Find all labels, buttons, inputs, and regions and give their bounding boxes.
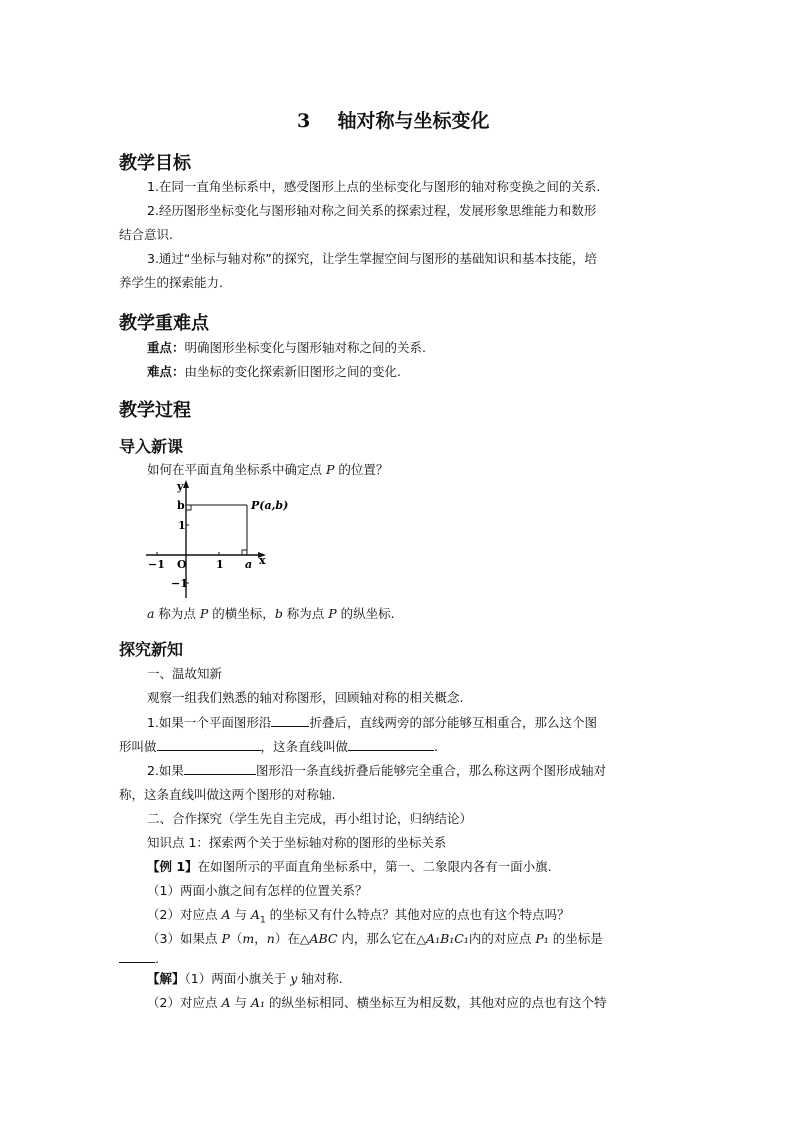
solution-2	[147, 995, 606, 1011]
sol2-A: A	[221, 995, 231, 1010]
y-one-label: 1	[178, 519, 186, 532]
ex-q3-d: ）在	[274, 931, 300, 946]
ex-q2-a: （2）对应点	[147, 907, 222, 922]
ex-q2-A: A	[221, 907, 231, 922]
example-q2	[147, 907, 570, 929]
ex-q3-f: 内的对应点	[468, 931, 536, 946]
caption-p1: P	[199, 606, 209, 621]
ex-q3-tri2: △A₁B₁C₁	[416, 931, 469, 946]
section-1-desc: 观察一组我们熟悉的轴对称图形，回顾轴对称的相关概念.	[147, 690, 464, 705]
q1-blank-1[interactable]	[271, 715, 309, 727]
caption-t2: 的横坐标，	[208, 606, 275, 621]
caption-t3: 称为点	[282, 606, 329, 621]
hard-point-label: 难点：	[147, 364, 185, 379]
key-point	[147, 340, 426, 356]
hard-point-text: 由坐标的变化探索新旧图形之间的变化.	[184, 364, 401, 379]
q1-part-e: .	[434, 739, 439, 754]
example-q1: （1）两面小旗之间有怎样的位置关系？	[147, 883, 368, 898]
example-label: 【例 1】	[147, 859, 198, 874]
right-angle-mark-x	[242, 550, 247, 555]
ex-q3-e: 内，那么它在	[337, 931, 417, 946]
key-point-label: 重点：	[147, 340, 185, 355]
q1-blank-3[interactable]	[348, 739, 434, 751]
objective-line-4: 3.通过“坐标与轴对称”的探究，让学生掌握空间与图形的基础知识和基本技能，培	[147, 251, 597, 266]
sol1-b: 轴对称.	[297, 971, 343, 986]
y-neg-one-label: −1	[171, 577, 188, 590]
ex-q3-end: .	[155, 951, 159, 966]
page-title	[297, 106, 490, 133]
ex-q3-b: （	[229, 931, 243, 946]
question-2-line-1	[147, 763, 606, 779]
caption-a: a	[147, 606, 155, 621]
objective-line-1: 1.在同一直角坐标系中，感受图形上点的坐标变化与图形的轴对称变换之间的关系.	[147, 179, 601, 194]
example-1	[147, 859, 552, 875]
q3-blank[interactable]	[119, 951, 155, 963]
a-label: a	[245, 558, 253, 571]
objective-line-2: 2.经历图形坐标变化与图形轴对称之间关系的探索过程，发展形象思维能力和数形	[147, 203, 597, 218]
ex-q3-c: ，	[254, 931, 267, 946]
question-1-line-1	[147, 715, 597, 731]
example-q3-line-2	[119, 951, 159, 967]
caption-b: b	[274, 606, 283, 621]
explore-heading: 探究新知	[119, 640, 184, 659]
ex-q3-P1: P₁	[535, 931, 549, 946]
q1-part-a: 1.如果一个平面图形沿	[147, 715, 272, 730]
origin-label: O	[177, 558, 187, 571]
question-2-line-2: 称，这条直线叫做这两个图形的对称轴.	[119, 787, 336, 802]
caption-t4: 的纵坐标.	[336, 606, 395, 621]
objective-line-3: 结合意识.	[119, 227, 173, 242]
q1-part-b: 折叠后，直线两旁的部分能够互相重合，那么这个图	[309, 715, 597, 730]
ex-q3-P: P	[221, 931, 230, 946]
right-angle-mark-y	[186, 505, 191, 510]
point-p-label: P(a,b)	[251, 499, 289, 512]
graph-caption	[147, 606, 395, 622]
intro-q-var: P	[325, 462, 335, 477]
x-one-label: 1	[216, 558, 224, 571]
solution-label: 【解】	[147, 971, 185, 986]
sol1-y: y	[290, 971, 298, 986]
objectives-heading: 教学目标	[119, 153, 191, 174]
keypoints-heading: 教学重难点	[119, 313, 209, 334]
knowledge-point-1: 知识点 1：探索两个关于坐标轴对称的图形的坐标关系	[147, 835, 447, 850]
x-label: x	[259, 554, 266, 567]
x-neg-one-label: −1	[148, 558, 165, 571]
solution-1	[147, 971, 343, 987]
sol1-a: （1）两面小旗关于	[184, 971, 291, 986]
sol2-c: 的纵坐标相同、横坐标互为相反数，其他对应的点也有这个特	[264, 995, 607, 1010]
ex-q3-m: m	[242, 931, 255, 946]
example-text: 在如图所示的平面直角坐标系中，第一、二象限内各有一面小旗.	[197, 859, 552, 874]
caption-t1: 称为点	[154, 606, 200, 621]
example-q3	[147, 931, 603, 947]
title-number: 3	[297, 110, 311, 132]
ex-q3-a: （3）如果点	[147, 931, 222, 946]
intro-q-part2: 的位置？	[334, 462, 389, 477]
section-1-title: 一、温故知新	[147, 666, 223, 681]
ex-q2-sub: 1	[259, 915, 266, 926]
q1-part-c: 形叫做	[119, 739, 157, 754]
b-label: b	[177, 499, 185, 512]
sol2-b: 与	[230, 995, 251, 1010]
intro-q-part1: 如何在平面直角坐标系中确定点	[147, 462, 326, 477]
q2-part-b: 图形沿一条直线折叠后能够完全重合，那么称这两个图形成轴对	[255, 763, 606, 778]
key-point-text: 明确图形坐标变化与图形轴对称之间的关系.	[184, 340, 426, 355]
q1-part-d: ，这条直线叫做	[260, 739, 349, 754]
section-2-title: 二、合作探究（学生先自主完成，再小组讨论，归纳结论）	[147, 811, 473, 826]
q2-part-a: 2.如果	[147, 763, 184, 778]
ex-q2-A1: A	[250, 907, 260, 922]
hard-point	[147, 364, 401, 380]
ex-q2-b: 与	[230, 907, 251, 922]
title-text: 轴对称与坐标变化	[337, 110, 490, 132]
q2-blank-1[interactable]	[184, 763, 256, 775]
ex-q3-tri1: △ABC	[299, 931, 338, 946]
objective-line-5: 养学生的探索能力.	[119, 275, 223, 290]
y-axis-arrow	[183, 480, 189, 488]
ex-q2-c: 的坐标又有什么特点？其他对应的点也有这个特点吗？	[265, 907, 570, 922]
ex-q3-n: n	[266, 931, 275, 946]
q1-blank-2[interactable]	[157, 739, 261, 751]
process-heading: 教学过程	[119, 400, 191, 421]
y-label: y	[177, 480, 184, 493]
caption-p2: P	[328, 606, 337, 621]
sol2-A1: A₁	[250, 995, 265, 1010]
intro-question	[147, 462, 388, 478]
ex-q3-g: 的坐标是	[548, 931, 603, 946]
question-1-line-2	[119, 739, 438, 755]
intro-heading: 导入新课	[119, 437, 184, 456]
coordinate-graph	[140, 478, 289, 600]
sol2-a: （2）对应点	[147, 995, 222, 1010]
